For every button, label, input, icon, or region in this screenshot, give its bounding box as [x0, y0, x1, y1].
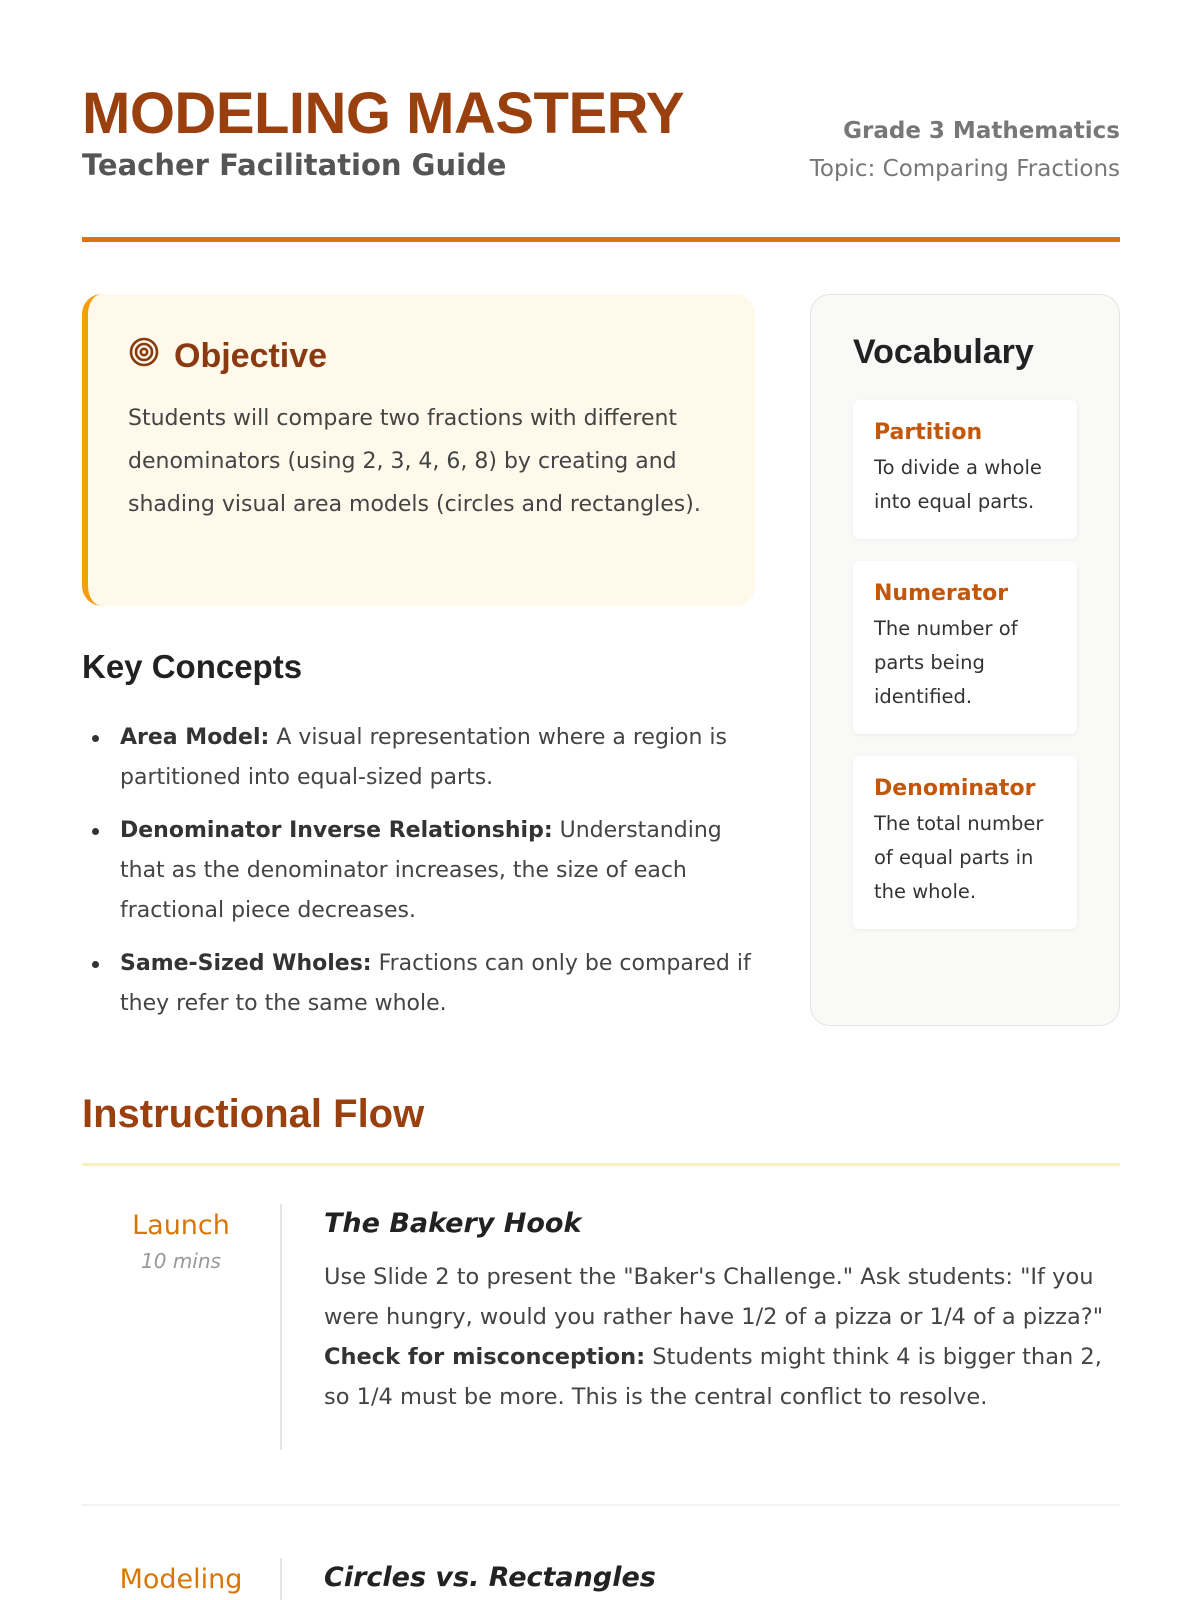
step-duration: 10 mins	[141, 1249, 221, 1273]
concept-term: Same-Sized Wholes:	[120, 951, 372, 976]
vocabulary-heading: Vocabulary	[853, 333, 1034, 371]
target-icon	[128, 336, 160, 377]
step-content	[282, 1558, 1120, 1600]
step-meta	[82, 1558, 282, 1600]
step-text: Use Slide 2 to present the "Baker's Challenge." Ask students: "If you were hungry, would you rather have 1/2 of a pizza or 1/4 of a pizza?"	[324, 1264, 1104, 1330]
vocabulary-panel	[810, 294, 1120, 1026]
instructional-flow-heading: Instructional Flow	[82, 1092, 1120, 1166]
flow-step-modeling	[82, 1558, 1120, 1600]
step-body	[324, 1257, 1120, 1417]
key-concepts-heading: Key Concepts	[82, 648, 303, 685]
step-text: Students might think 4 is bigger than 2, so 1/4 must be more. This is the central conflict to resolve.	[324, 1344, 1102, 1410]
vocab-definition: To divide a whole into equal parts.	[874, 456, 1042, 513]
step-title: The Bakery Hook	[324, 1208, 582, 1239]
step-divider	[82, 1504, 1120, 1506]
grade-label: Grade 3 Mathematics	[843, 118, 1120, 144]
step-emphasis: Check for misconception:	[324, 1344, 646, 1370]
vocab-card	[853, 756, 1077, 929]
concept-text: Understanding that as the denominator increases, the size of each fractional piece decreases.	[120, 818, 722, 923]
list-item	[82, 944, 762, 1024]
list-item	[82, 718, 762, 798]
vocab-card	[853, 561, 1077, 734]
step-content	[282, 1204, 1120, 1450]
concept-text: Fractions can only be compared if they refer to the same whole.	[120, 951, 751, 1016]
page-subtitle: Teacher Facilitation Guide	[82, 148, 507, 182]
step-title: Circles vs. Rectangles	[324, 1562, 656, 1593]
objective-heading	[128, 336, 715, 377]
step-meta	[82, 1204, 282, 1450]
vocab-definition: The total number of equal parts in the whole.	[874, 812, 1044, 903]
topic-label: Topic: Comparing Fractions	[809, 156, 1120, 182]
lesson-meta	[810, 118, 1120, 182]
concept-text: A visual representation where a region is partitioned into equal-sized parts.	[120, 725, 728, 790]
vocab-term: Denominator	[874, 776, 1036, 801]
vocab-definition: The number of parts being identified.	[874, 617, 1018, 708]
page-title: MODELING MASTERY	[82, 81, 685, 146]
vocab-term: Partition	[874, 420, 983, 445]
concept-term: Area Model:	[120, 725, 270, 750]
vocab-card	[853, 400, 1077, 539]
objective-box	[82, 294, 755, 606]
key-concepts-list	[82, 718, 762, 1037]
step-phase: Launch	[132, 1210, 230, 1241]
concept-term: Denominator Inverse Relationship:	[120, 818, 553, 843]
step-phase: Modeling	[119, 1564, 243, 1595]
objective-title: Objective	[174, 337, 328, 375]
vocab-term: Numerator	[874, 581, 1009, 606]
flow-step-launch	[82, 1204, 1120, 1450]
header	[82, 82, 1120, 242]
objective-text: Students will compare two fractions with different denominators (using 2, 3, 4, 6, 8) by creating and shading visual area models (circles and rectangles).	[128, 406, 701, 517]
list-item	[82, 811, 762, 931]
